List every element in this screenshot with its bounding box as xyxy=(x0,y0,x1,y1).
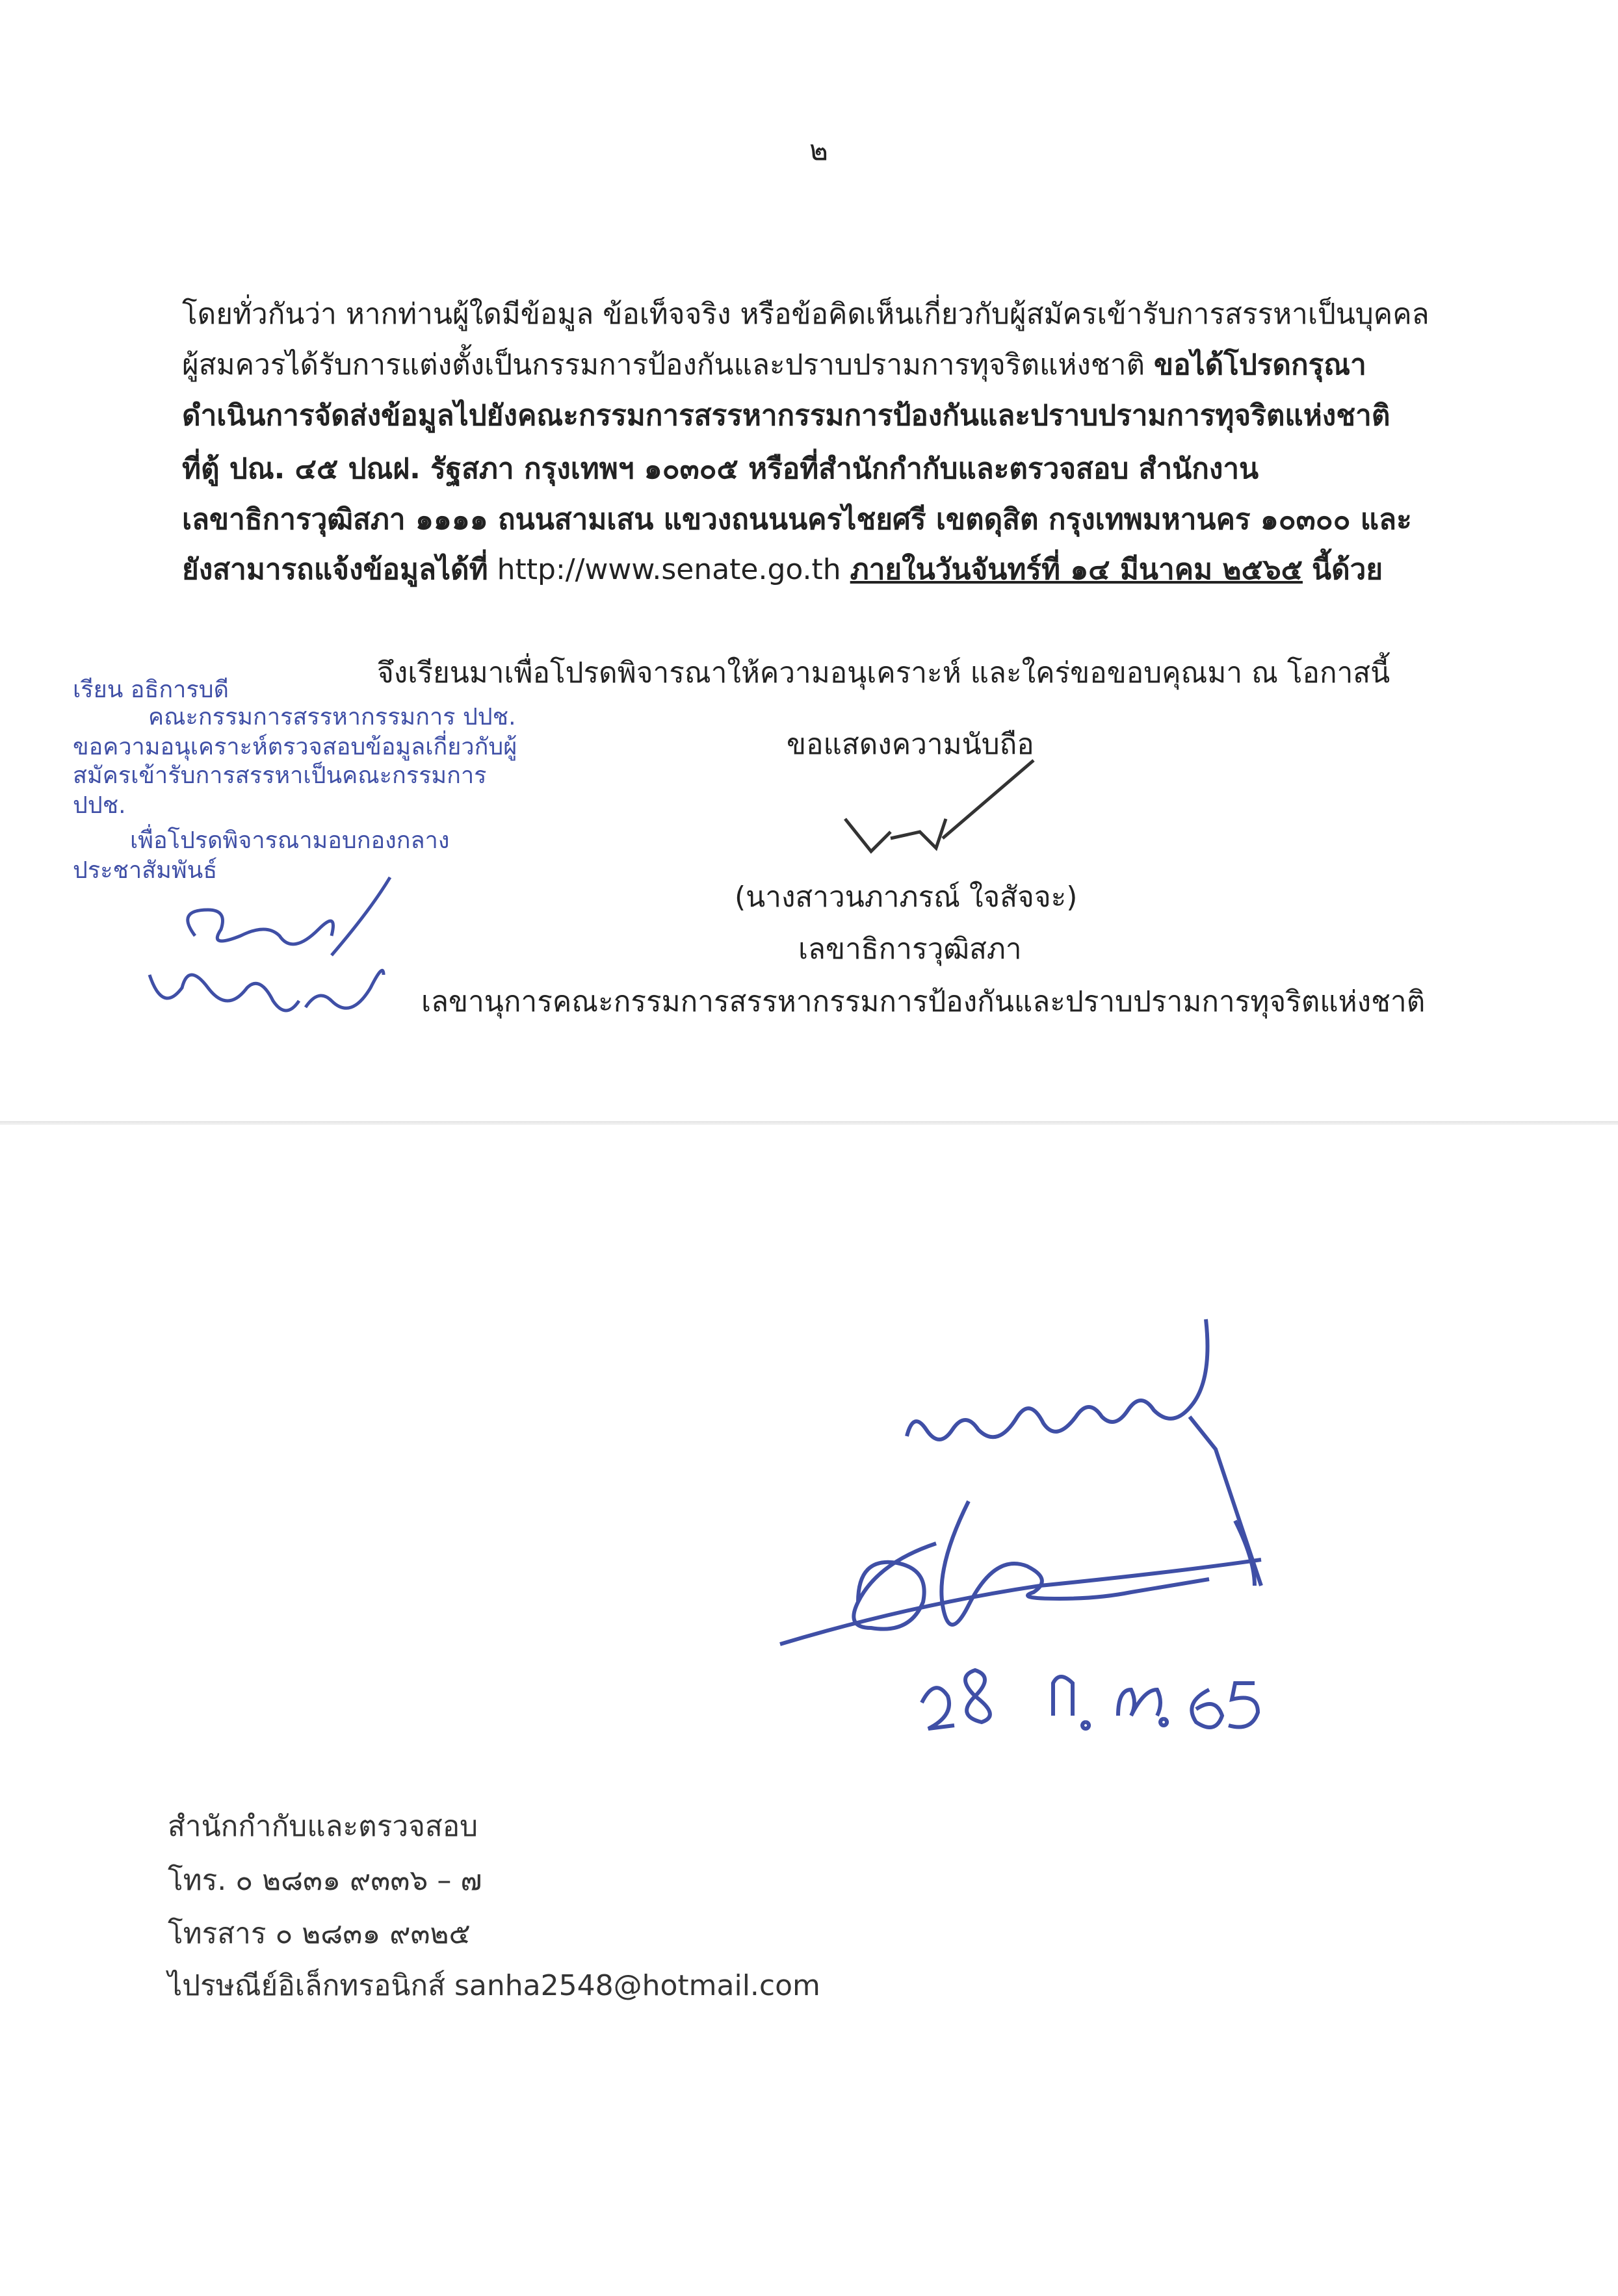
body-line-2-bold: ขอได้โปรดกรุณา xyxy=(1154,348,1366,381)
secretary-signature xyxy=(845,760,1034,851)
note-line-3: ขอความอนุเคราะห์ตรวจสอบข้อมูลเกี่ยวกับผู้ xyxy=(73,734,517,760)
signer-title: เลขาธิการวุฒิสภา xyxy=(798,933,1022,966)
closing-line: จึงเรียนมาเพื่อโปรดพิจารณาให้ความอนุเคราะห์ และใคร่ขอขอบคุณมา ณ โอกาสนี้ xyxy=(377,656,1390,690)
contact-fax: โทรสาร ๐ ๒๘๓๑ ๙๓๒๕ xyxy=(168,1917,471,1950)
note-line-7: ประชาสัมพันธ์ xyxy=(73,857,218,884)
note-line-4: สมัครเข้ารับการสรรหาเป็นคณะกรรมการ xyxy=(73,762,487,789)
contact-office: สำนักกำกับและตรวจสอบ xyxy=(168,1810,478,1843)
body-line-3: ดำเนินการจัดส่งข้อมูลไปยังคณะกรรมการสรรหากรรมการป้องกันและปราบปรามการทุจริตแห่งชาติ xyxy=(182,399,1390,432)
body-line-2-text: ผู้สมควรได้รับการแต่งตั้งเป็นกรรมการป้องกันและปราบปรามการทุจริตแห่งชาติ xyxy=(182,348,1155,381)
website-link[interactable]: http://www.senate.go.th xyxy=(497,553,841,586)
page-number: ๒ xyxy=(809,134,829,167)
note-line-6: เพื่อโปรดพิจารณามอบกองกลาง xyxy=(130,827,450,854)
note-line-5: ปปช. xyxy=(73,792,126,819)
director-signature xyxy=(780,1501,1261,1644)
body-line-4-text-b: หรือที่สำนักกำกับและตรวจสอบ สำนักงาน xyxy=(748,452,1259,485)
body-line-1: โดยทั่วกันว่า หากท่านผู้ใดมีข้อมูล ข้อเท็จจริง หรือข้อคิดเห็นเกี่ยวกับผู้สมัครเข้ารับการสรรหาเป็นบุคคล xyxy=(182,298,1429,331)
body-line-6-end: นี้ด้วย xyxy=(1311,553,1383,586)
annotation-date xyxy=(922,1670,1258,1729)
left-initials xyxy=(150,877,390,1011)
body-line-4-text-a: ที่ตู้ ปณ. ๔๕ ปณฝ. รัฐสภา กรุงเทพฯ ๑๐๓๐๕ xyxy=(182,452,749,485)
note-line-1: เรียน อธิการบดี xyxy=(73,677,229,703)
note-line-2: คณะกรรมการสรรหากรรมการ ปปช. xyxy=(148,704,516,730)
signer-role: เลขานุการคณะกรรมการสรรหากรรมการป้องกันและปราบปรามการทุจริตแห่งชาติ xyxy=(421,985,1426,1018)
body-line-6-text: ยังสามารถแจ้งข้อมูลได้ที่ xyxy=(182,553,488,586)
regards-text: ขอแสดงความนับถือ xyxy=(787,728,1034,761)
annotation-handwriting xyxy=(907,1319,1261,1586)
deadline-text: ภายในวันจันทร์ที่ ๑๔ มีนาคม ๒๕๖๕ xyxy=(850,553,1303,586)
body-line-5: เลขาธิการวุฒิสภา ๑๑๑๑ ถนนสามเสน แขวงถนนนครไชยศรี เขตดุสิต กรุงเทพมหานคร ๑๐๓๐๐ และ xyxy=(182,503,1412,536)
contact-phone: โทร. ๐ ๒๘๓๑ ๙๓๓๖ – ๗ xyxy=(168,1864,482,1897)
signer-name: (นางสาวนภาภรณ์ ใจสัจจะ) xyxy=(735,881,1078,914)
contact-email[interactable]: ไปรษณีย์อิเล็กทรอนิกส์ sanha2548@hotmail.com xyxy=(168,1969,820,2002)
